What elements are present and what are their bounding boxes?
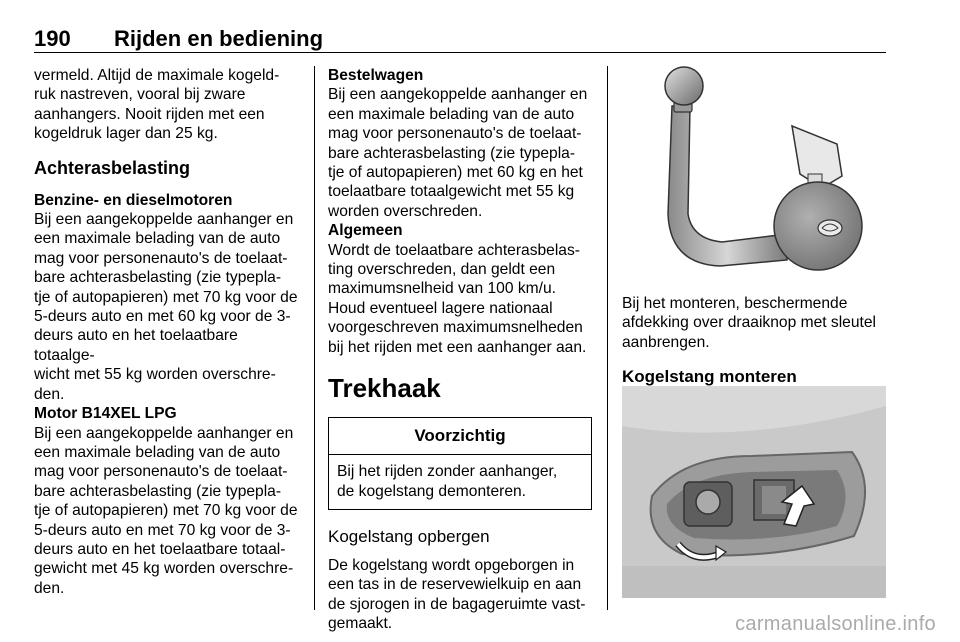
text-benzine-diesel: Bij een aangekoppelde aanhanger en een maximale belading van de auto mag voor personenauto's de toelaat- bare achterasbelasting (zie typepla- tje of autopapieren) met 70 kg voor de 5-deurs auto en met 60 kg voor de 3- deurs auto en het toelaatbare totaalge- wicht met 55 kg worden overschre- den. xyxy=(34,211,298,403)
column-right xyxy=(622,294,888,399)
page-number: 190 xyxy=(34,26,71,51)
text-kogelstang-opbergen: De kogelstang wordt opgeborgen in een tas in de reservewielkuip en aan de sjorogen in de bagageruimte vast- gemaakt. xyxy=(328,556,586,633)
label-b14xel-lpg: Motor B14XEL LPG xyxy=(34,405,177,423)
caution-text: Bij het rijden zonder aanhanger, de kogelstang demonteren. xyxy=(337,463,558,500)
label-algemeen: Algemeen xyxy=(328,222,403,240)
column-middle xyxy=(328,66,594,634)
caution-title: Voorzichtig xyxy=(329,418,591,455)
label-benzine-diesel: Benzine- en dieselmotoren xyxy=(34,191,233,209)
column-left xyxy=(34,66,300,598)
tow-ball-illustration xyxy=(622,64,888,286)
mounting-photo xyxy=(622,386,886,598)
text-b14xel-lpg: Bij een aangekoppelde aanhanger en een maximale belading van de auto mag voor personenauto's de toelaat- bare achterasbelasting (zie typepla- tje of autopapieren) met 70 kg voor de 5-deurs auto en met 70 kg voor de 3- deurs auto en het toelaatbare totaal- gewicht met 45 kg worden overschre- den. xyxy=(34,424,298,597)
caution-box xyxy=(328,417,592,510)
section-heading-achterasbelasting: Achterasbelasting xyxy=(34,157,191,178)
section-heading-trekhaak: Trekhaak xyxy=(328,373,441,404)
label-bestelwagen: Bestelwagen xyxy=(328,67,424,84)
section-heading-kogelstang-monteren: Kogelstang monteren xyxy=(622,367,797,387)
intro-text: vermeld. Altijd de maximale kogeld- ruk nastreven, vooral bij zware aanhangers. Nooit rijden met een kogeldruk lager dan 25 kg. xyxy=(34,67,280,143)
watermark: carmanualsonline.info xyxy=(735,613,936,635)
text-bestelwagen: Bij een aangekoppelde aanhanger en een maximale belading van de auto mag voor personenauto's de toelaat- bare achterasbelasting (zie typepla- tje of autopapieren) met 60 kg en het toelaatbare totaalgewicht met 55 kg worden overschreden. xyxy=(328,86,588,220)
page-header xyxy=(34,26,886,52)
sub-heading-kogelstang-opbergen: Kogelstang opbergen xyxy=(328,526,490,546)
page-title: Rijden en bediening xyxy=(114,26,324,51)
column-divider xyxy=(607,66,608,610)
header-rule xyxy=(34,52,886,53)
figure-caption: Bij het monteren, beschermende afdekking over draaiknop met sleutel aanbrengen. xyxy=(622,295,876,351)
column-divider xyxy=(314,66,315,610)
text-algemeen: Wordt de toelaatbare achterasbelas- ting overschreden, dan geldt een maximumsnelheid van 100 km/u. Houd eventueel lagere nationaal voorgeschreven maximumsnelheden bij het rijden met een aanhanger aan. xyxy=(328,241,587,356)
